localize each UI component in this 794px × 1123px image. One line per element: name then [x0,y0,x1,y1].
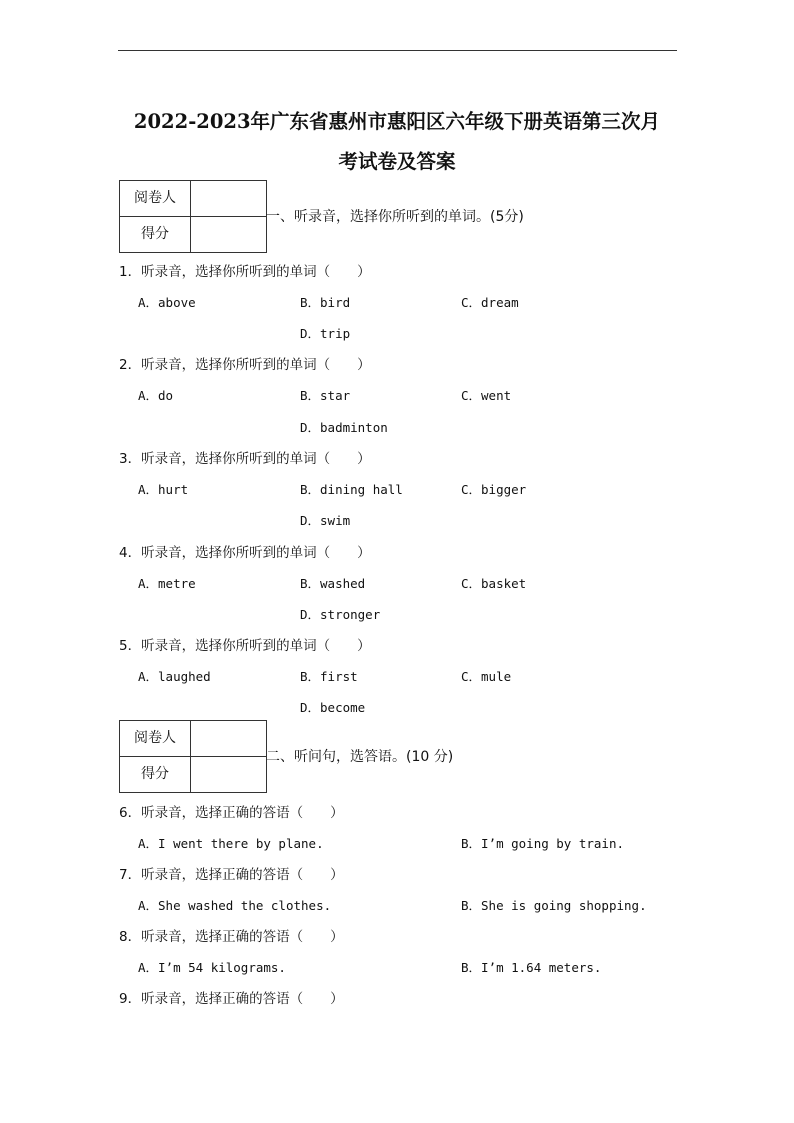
option-a: A．above [138,295,196,310]
score-box [119,720,267,793]
score-box [119,180,267,253]
question-stem: 1．听录音，选择你所听到的单词（ ） [119,264,371,280]
option-a: A．laughed [138,669,211,684]
reviewer-label: 阅卷人 [120,181,191,216]
score-label: 得分 [120,757,191,792]
option-a: A．I went there by plane. [138,836,324,851]
option-b: B．washed [300,576,366,591]
option-a: A．I’m 54 kilograms. [138,960,286,975]
option-b: B．dining hall [300,482,403,497]
option-b: B．I’m going by train. [461,836,625,851]
option-a: A．She washed the clothes. [138,898,332,913]
option-a: A．metre [138,576,196,591]
score-label: 得分 [120,217,191,252]
page-title-continued: 考试卷及答案 [338,150,456,173]
option-c: C．bigger [461,482,527,497]
option-c: C．went [461,388,512,403]
section-title: 二、听问句，选答语。(10 分) [266,749,454,765]
option-b: B．first [300,669,358,684]
score-box-reviewer-row [120,181,266,217]
option-d: D．trip [300,326,351,341]
option-d: D．swim [300,513,351,528]
option-b: B．star [300,388,351,403]
option-a: A．hurt [138,482,189,497]
option-c: C．dream [461,295,519,310]
option-b: B．I’m 1.64 meters. [461,960,602,975]
question-stem: 5．听录音，选择你所听到的单词（ ） [119,638,371,654]
option-a: A．do [138,388,174,403]
question-stem: 2．听录音，选择你所听到的单词（ ） [119,357,371,373]
section-title: 一、听录音，选择你所听到的单词。(5分) [266,209,524,225]
question-stem: 4．听录音，选择你所听到的单词（ ） [119,545,371,561]
option-d: D．stronger [300,607,381,622]
question-stem: 8．听录音，选择正确的答语（ ） [119,929,344,945]
score-box-score-row [120,217,266,252]
score-box-score-row [120,757,266,792]
page-title: 2022-2023年广东省惠州市惠阳区六年级下册英语第三次月 [133,110,661,133]
option-d: D．become [300,700,366,715]
reviewer-label: 阅卷人 [120,721,191,756]
header-rule [118,50,677,51]
option-b: B．She is going shopping. [461,898,647,913]
question-stem: 6．听录音，选择正确的答语（ ） [119,805,344,821]
question-stem: 9．听录音，选择正确的答语（ ） [119,991,344,1007]
question-stem: 3．听录音，选择你所听到的单词（ ） [119,451,371,467]
option-d: D．badminton [300,420,388,435]
option-c: C．basket [461,576,527,591]
option-b: B．bird [300,295,351,310]
question-stem: 7．听录音，选择正确的答语（ ） [119,867,344,883]
option-c: C．mule [461,669,512,684]
score-box-reviewer-row [120,721,266,757]
